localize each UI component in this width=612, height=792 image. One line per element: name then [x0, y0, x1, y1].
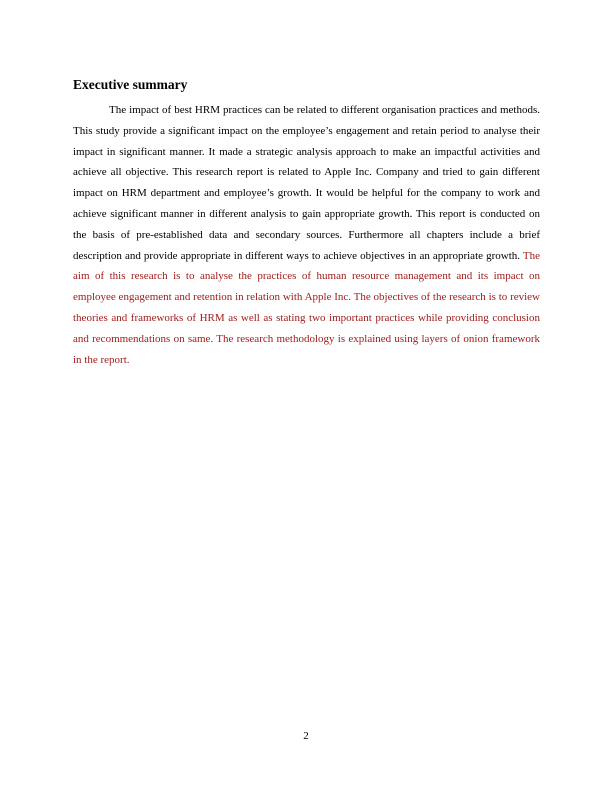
page-number: 2	[303, 730, 309, 742]
section-heading: Executive summary	[73, 77, 188, 92]
paragraph-highlighted-text: The aim of this research is to analyse the practices of human resource management and its impact on employee engagement and retention in relation with Apple Inc. The objectives of the research is to review theories and frameworks of HRM as well as stating two important practices while providing conclusion and recommendations on same. The research methodology is explained using layers of onion framework in the report.	[73, 249, 540, 366]
summary-paragraph	[73, 100, 540, 370]
paragraph-normal-text: The impact of best HRM practices can be related to different organisation practices and methods. This study provide a significant impact on the employee’s engagement and retain period to analyse their impact in significant manner. It made a strategic analysis approach to make an impactful activities and achieve all objective. This research report is related to Apple Inc. Company and tried to gain different impact on HRM department and employee’s growth. It would be helpful for the company to work and achieve significant manner in different analysis to gain appropriate growth. This report is conducted on the basis of pre-established data and secondary sources. Furthermore all chapters include a brief description and provide appropriate in different ways to achieve objectives in an appropriate growth.	[73, 104, 540, 262]
